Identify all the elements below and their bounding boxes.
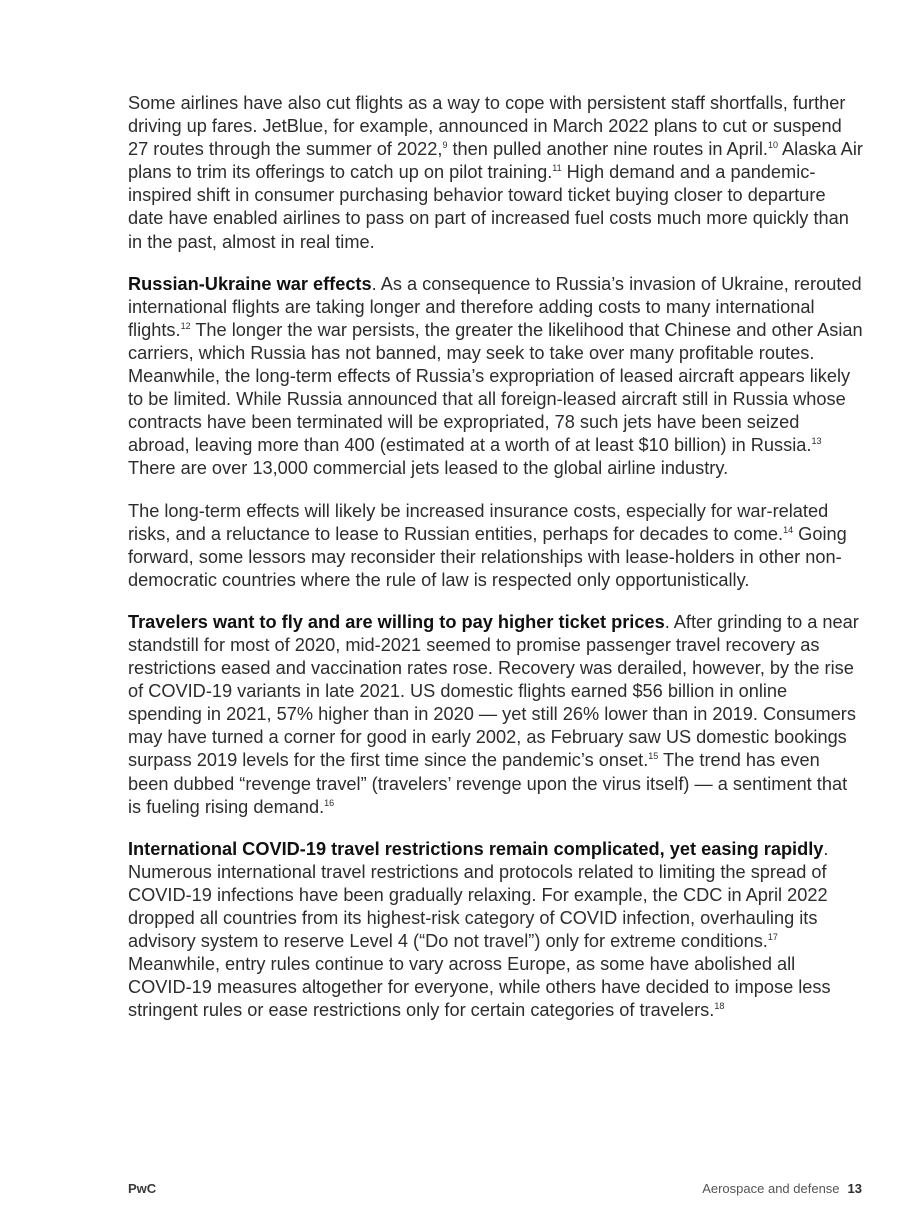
footnote-ref[interactable]: 12 — [180, 320, 191, 331]
page-number: 13 — [847, 1181, 862, 1196]
paragraph-lead-heading: International COVID-19 travel restrictions remain complicated, yet easing rapidly — [128, 838, 824, 859]
footnote-ref[interactable]: 16 — [324, 797, 335, 808]
paragraph-travelers-demand: Travelers want to fly and are willing to pay higher ticket prices. After grinding to a near standstill for most of 2020, mid-2021 seemed to promise passenger travel recovery as restrictions eased and vaccination rates rose. Recovery was derailed, however, by the rise of COVID-19 variants in late 2021. US domestic flights earned $56 billion in online spending in 2021, 57% higher than in 2020 — yet still 26% lower than in 2019. Consumers may have turned a corner for good in early 2002, as February saw US domestic bookings surpass 2019 levels for the first time since the pandemic’s onset.$^{15}$ The trend has even been dubbed “revenge travel” (travelers’ revenge upon the virus itself) — a sentiment that is fueling rising demand.$^{16}$ — [128, 611, 859, 817]
paragraph-lead-heading: Russian-Ukraine war effects — [128, 273, 372, 294]
footer-right — [702, 1181, 862, 1196]
paragraph-long-term-effects: The long-term effects will likely be increased insurance costs, especially for war-related risks, and a reluctance to lease to Russian entities, perhaps for decades to come.$^{14}$ Going forward, some lessors may reconsider their relationships with lease-holders in other non-democratic countries where the rule of law is respected only opportunistically. — [128, 500, 847, 590]
body-text — [128, 92, 863, 1041]
footer-brand: PwC — [128, 1181, 157, 1196]
paragraph-war-effects: Russian-Ukraine war effects. As a consequence to Russia’s invasion of Ukraine, rerouted international flights are taking longer and therefore adding costs to many international flights.$^{12}$ The longer the war persists, the greater the likelihood that Chinese and other Asian carriers, which Russia has not banned, may seek to take over many profitable routes. Meanwhile, the long-term effects of Russia’s expropriation of leased aircraft appears likely to be limited. While Russia announced that all foreign-leased aircraft still in Russia whose contracts have been terminated will be expropriated, 78 such jets have been seized abroad, leaving more than 400 (estimated at a worth of at least $10 billion) in Russia.$^{13}$ There are over 13,000 commercial jets leased to the global airline industry. — [128, 273, 863, 479]
footnote-ref[interactable]: 11 — [552, 163, 562, 174]
footnote-ref[interactable]: 14 — [783, 524, 794, 535]
footnote-ref[interactable]: 10 — [767, 140, 778, 151]
paragraph-airline-cuts: Some airlines have also cut flights as a way to cope with persistent staff shortfalls, further driving up fares. JetBlue, for example, announced in March 2022 plans to cut or suspend 27 routes through the summer of 2022,$^9$ then pulled another nine routes in April.$^{10}$ Alaska Air plans to trim its offerings to catch up on pilot training.$^{11}$ High demand and a pandemic-inspired shift in consumer purchasing behavior toward ticket buying closer to departure date have enabled airlines to pass on part of increased fuel costs much more quickly than in the past, almost in real time. — [128, 93, 863, 252]
footnote-ref[interactable]: 13 — [811, 436, 822, 447]
footnote-ref[interactable]: 9 — [442, 140, 448, 151]
page-footer — [128, 1181, 862, 1201]
footnote-ref[interactable]: 17 — [767, 932, 778, 943]
footer-section-title: Aerospace and defense — [702, 1181, 840, 1196]
footnote-ref[interactable]: 18 — [714, 1001, 725, 1012]
paragraph-travel-restrictions: International COVID-19 travel restrictions remain complicated, yet easing rapidly. Numerous international travel restrictions and protocols related to limiting the spread of COVID-19 infections have been gradually relaxing. For example, the CDC in April 2022 dropped all countries from its highest-risk category of COVID infection, overhauling its advisory system to reserve Level 4 (“Do not travel”) only for extreme conditions.$^{17}$ Meanwhile, entry rules continue to vary across Europe, as some have abolished all COVID-19 measures altogether for everyone, while others have decided to impose less stringent rules or ease restrictions only for certain categories of travelers.$^{18}$ — [128, 838, 831, 1021]
paragraph-lead-heading: Travelers want to fly and are willing to pay higher ticket prices — [128, 611, 665, 632]
footnote-ref[interactable]: 15 — [648, 751, 659, 762]
